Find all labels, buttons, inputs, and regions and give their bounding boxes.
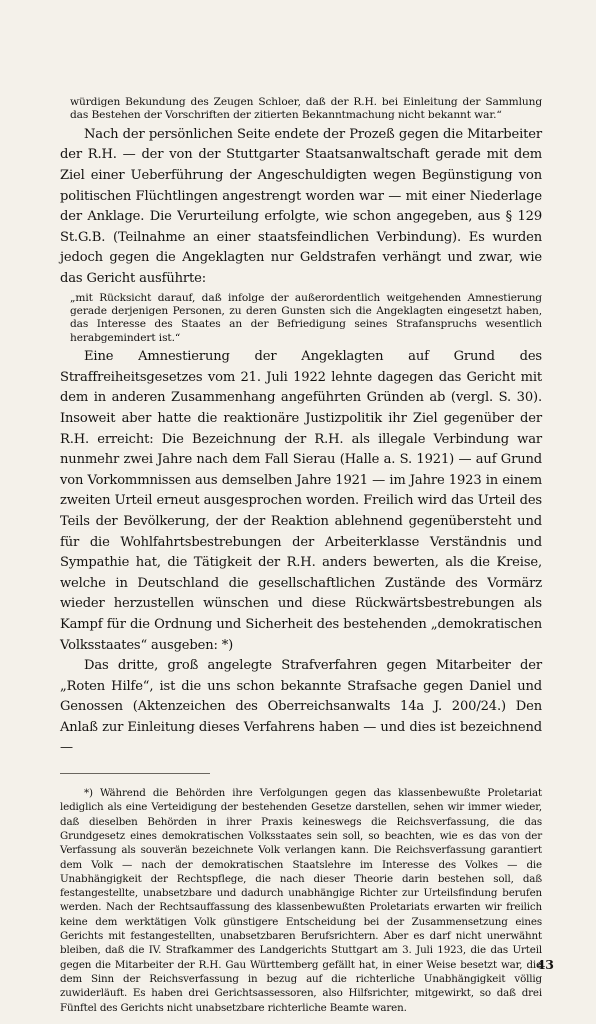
page-number: 43 xyxy=(536,957,554,972)
paragraph-2: Eine Amnestierung der Angeklagten auf Grund des Straffreiheitsgesetzes vom 21. Juli 1922 lehnte dagegen das Gericht mit dem in anderen Zusammenhang angeführten Gründen ab (vergl. S. 30). Insoweit aber hatte die reaktionäre Justizpolitik ihr Ziel gegenüber der R.H. erreicht: Die Bezeichnung der R.H. als illegale Verbindung war nunmehr zwei Jahre nach dem Fall Sierau (Halle a. S. 1921) — auf Grund von Vorkommnissen aus demselben Jahre 1921 — im Jahre 1923 in einem zweiten Urteil erneut ausgesprochen worden. Freilich wird das Urteil des Teils der Bevölkerung, der der Reaktion ablehnend gegenübersteht und für die Wohlfahrtsbestrebungen der Arbeiterklasse Verständnis und Sympathie hat, die Tätigkeit der R.H. anders bewerten, als die Kreise, welche in Deutschland die gesellschaftlichen Zustände des Vormärz wieder herzustellen wünschen und diese Rückwärtsbestrebungen als Kampf für die Ordnung und Sicherheit des bestehenden „demokratischen Volksstaates“ ausgeben: *) xyxy=(60,349,542,653)
paragraph-3: Das dritte, groß angelegte Strafverfahren gegen Mitarbeiter der „Roten Hilfe“, ist die uns schon bekannte Strafsache gegen Daniel und Genossen (Aktenzeichen des Oberreichsanwalts 14a J. 200/24.) Den Anlaß zur Einleitung dieses Verfahrens haben — und dies ist bezeichnend — xyxy=(60,658,542,756)
quote-court: „mit Rücksicht darauf, daß infolge der außerordentlich weitgehenden Amnestierung gerade derjenigen Personen, zu deren Gunsten sich die Angeklagten eingesetzt haben, das Interesse des Staates an der Befriedigung seines Strafanspruchs wesentlich herabgemindert ist.“ xyxy=(70,291,542,344)
paragraph-1: Nach der persönlichen Seite endete der Prozeß gegen die Mitarbeiter der R.H. — der von der Stuttgarter Staatsanwaltschaft gerade mit dem Ziel einer Ueberführung der Angeschuldigten wegen Begünstigung von politischen Flüchtlingen angestrengt worden war — mit einer Niederlage der Anklage. Die Verurteilung erfolgte, wie schon angegeben, aus § 129 St.G.B. (Teilnahme an einer staatsfeindlichen Verbindung). Es wurden jedoch gegen die Angeklagten nur Geldstrafen verhängt und zwar, wie das Gericht ausführte: xyxy=(60,126,542,286)
quote-top: würdigen Bekundung des Zeugen Schloer, daß der R.H. bei Einleitung der Sammlung das Bestehen der Vorschriften der zitierten Bekanntmachung nicht bekannt war.“ xyxy=(70,96,542,122)
footnote: *) Während die Behörden ihre Verfolgungen gegen das klassenbewußte Proletariat lediglich als eine Verteidigung der bestehenden Gesetze darstellen, sehen wir immer wieder, daß dieselben Behörden in ihrer Praxis keineswegs die Reichsverfassung, die das Grundgesetz eines demokratischen Volksstaates sein soll, so beachten, wie es das von der Verfassung als souverän bezeichnete Volk verlangen kann. Die Reichsverfassung garantiert dem Volk — nach der demokratischen Staatslehre im Interesse des Volkes — die Unabhängigkeit der Rechtspflege, die nach dieser Theorie darin bestehen soll, daß festangestellte, unabsetzbare und dadurch unabhängige Richter zur Urteilsfindung berufen werden. Nach der Rechtsauffassung des klassenbewußten Proletariats erwarten wir freilich keine dem werktätigen Volk günstigere Entscheidung bei der Zusammensetzung eines Gerichts mit festangestellten, unabsetzbaren Berufsrichtern. Aber es darf nicht unerwähnt bleiben, daß die IV. Strafkammer des Landgerichts Stuttgart am 3. Juli 1923, die das Urteil gegen die Mitarbeiter der R.H. Gau Württemberg gefällt hat, in einer Weise besetzt war, die dem Sinn der Reichsverfassung in bezug auf die richterliche Unabhängigkeit völlig zuwiderläuft. Es haben drei Gerichtsassessoren, also Hilfsrichter, mitgewirkt, so daß drei Fünftel des Gerichts nicht unabsetzbare richterliche Beamte waren. xyxy=(60,787,542,1014)
footnote-divider xyxy=(60,773,210,774)
